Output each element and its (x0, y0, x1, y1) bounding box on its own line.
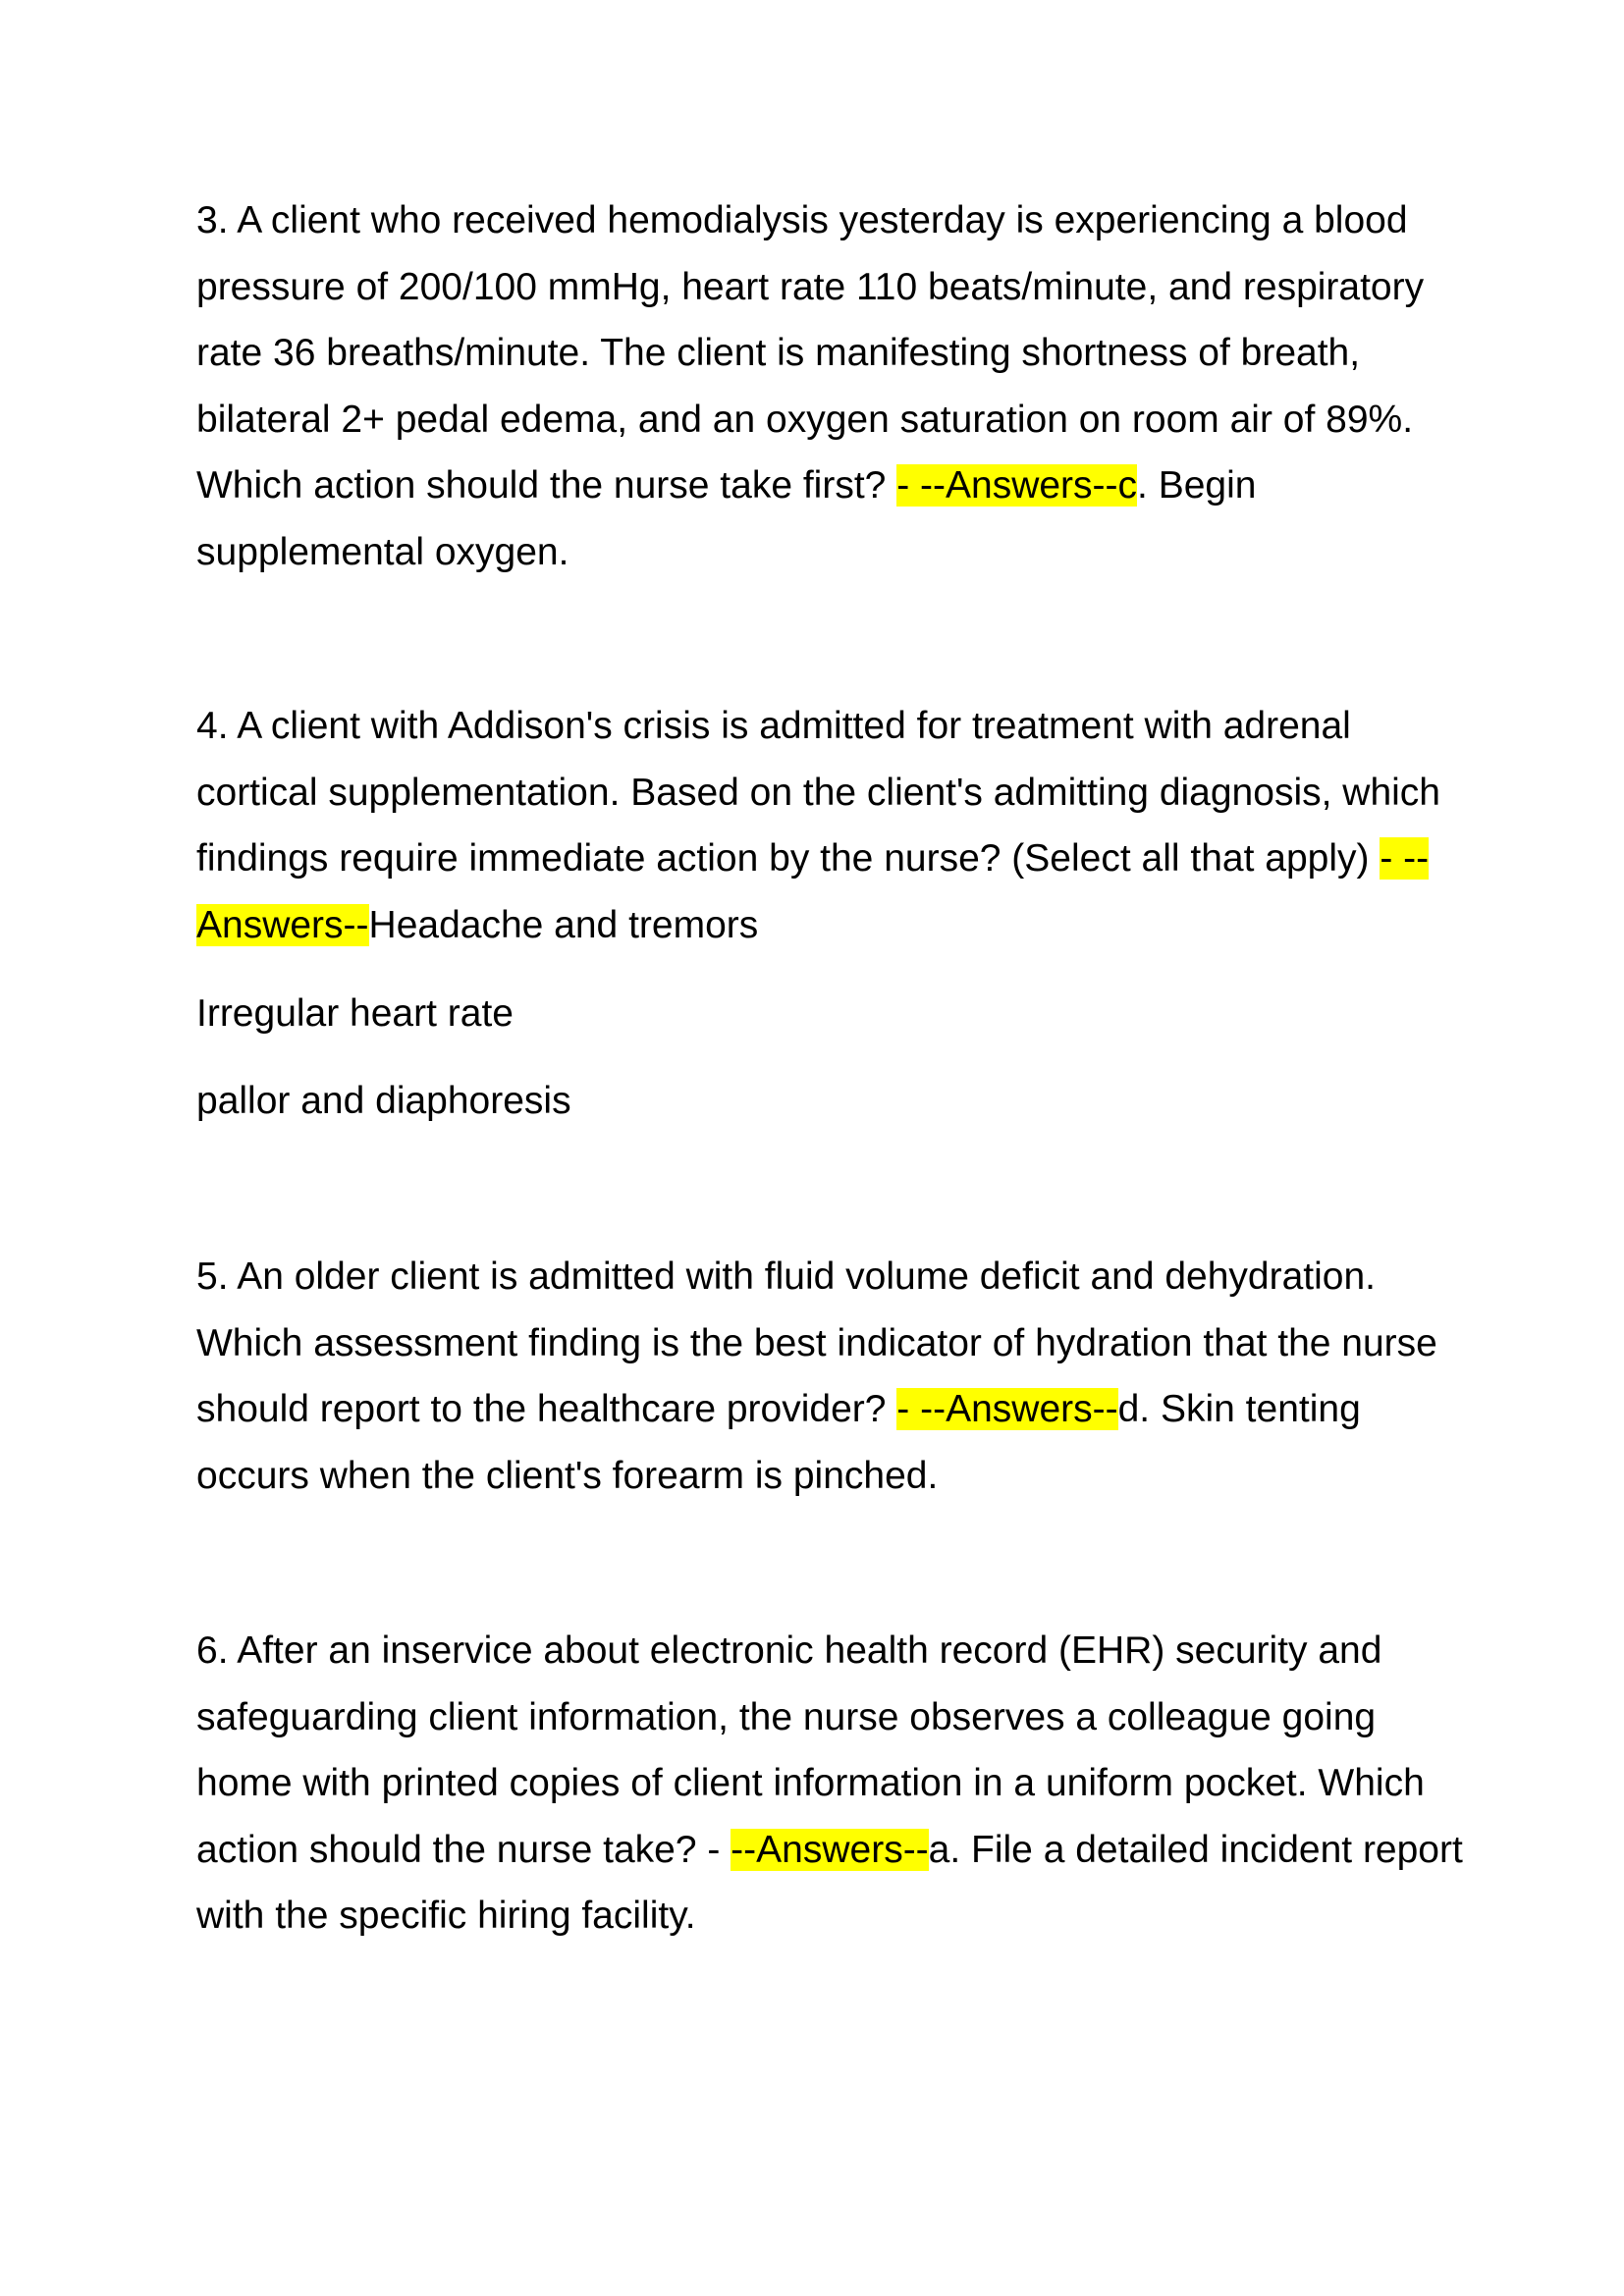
question-3 (196, 187, 1463, 585)
question-4-answer-marker: - --Answers-- (196, 837, 1430, 946)
question-3-answer: . Begin supplemental oxygen. (196, 464, 1257, 573)
question-6-answer: a. File a detailed incident report with the specific hiring facility. (196, 1828, 1463, 1937)
question-5 (196, 1244, 1463, 1509)
question-4-answer-2: Irregular heart rate (196, 992, 514, 1035)
question-3-answer-marker: - --Answers--c (896, 464, 1138, 507)
question-5-answer: d. Skin tenting occurs when the client's forearm is pinched. (196, 1388, 1361, 1497)
question-5-answer-marker: - --Answers-- (896, 1388, 1118, 1430)
question-4-text: 4. A client with Addison's crisis is admitted for treatment with adrenal cortical supplementation. Based on the client's admitting diagnosis, which findings require immediate action by the nurse? (Select all that apply) (196, 705, 1440, 880)
question-5-text: 5. An older client is admitted with fluid volume deficit and dehydration. Which assessment finding is the best indicator of hydration that the nurse should report to the healthcare provider? (196, 1255, 1437, 1430)
question-6-answer-marker: --Answers-- (731, 1828, 929, 1871)
question-6-text: 6. After an inservice about electronic health record (EHR) security and safeguarding client information, the nurse observes a colleague going home with printed copies of client information in a uniform pocket. Which action should the nurse take? - (196, 1629, 1425, 1871)
question-3-text: 3. A client who received hemodialysis yesterday is experiencing a blood pressure of 200/100 mmHg, heart rate 110 beats/minute, and respiratory rate 36 breaths/minute. The client is manifesting shortness of breath, bilateral 2+ pedal edema, and an oxygen saturation on room air of 89%. Which action should the nurse take first? (196, 199, 1425, 507)
question-4-answer: Headache and tremors (368, 903, 759, 946)
question-6 (196, 1618, 1463, 1949)
question-4 (196, 693, 1463, 958)
question-4-answer-3: pallor and diaphoresis (196, 1080, 571, 1122)
